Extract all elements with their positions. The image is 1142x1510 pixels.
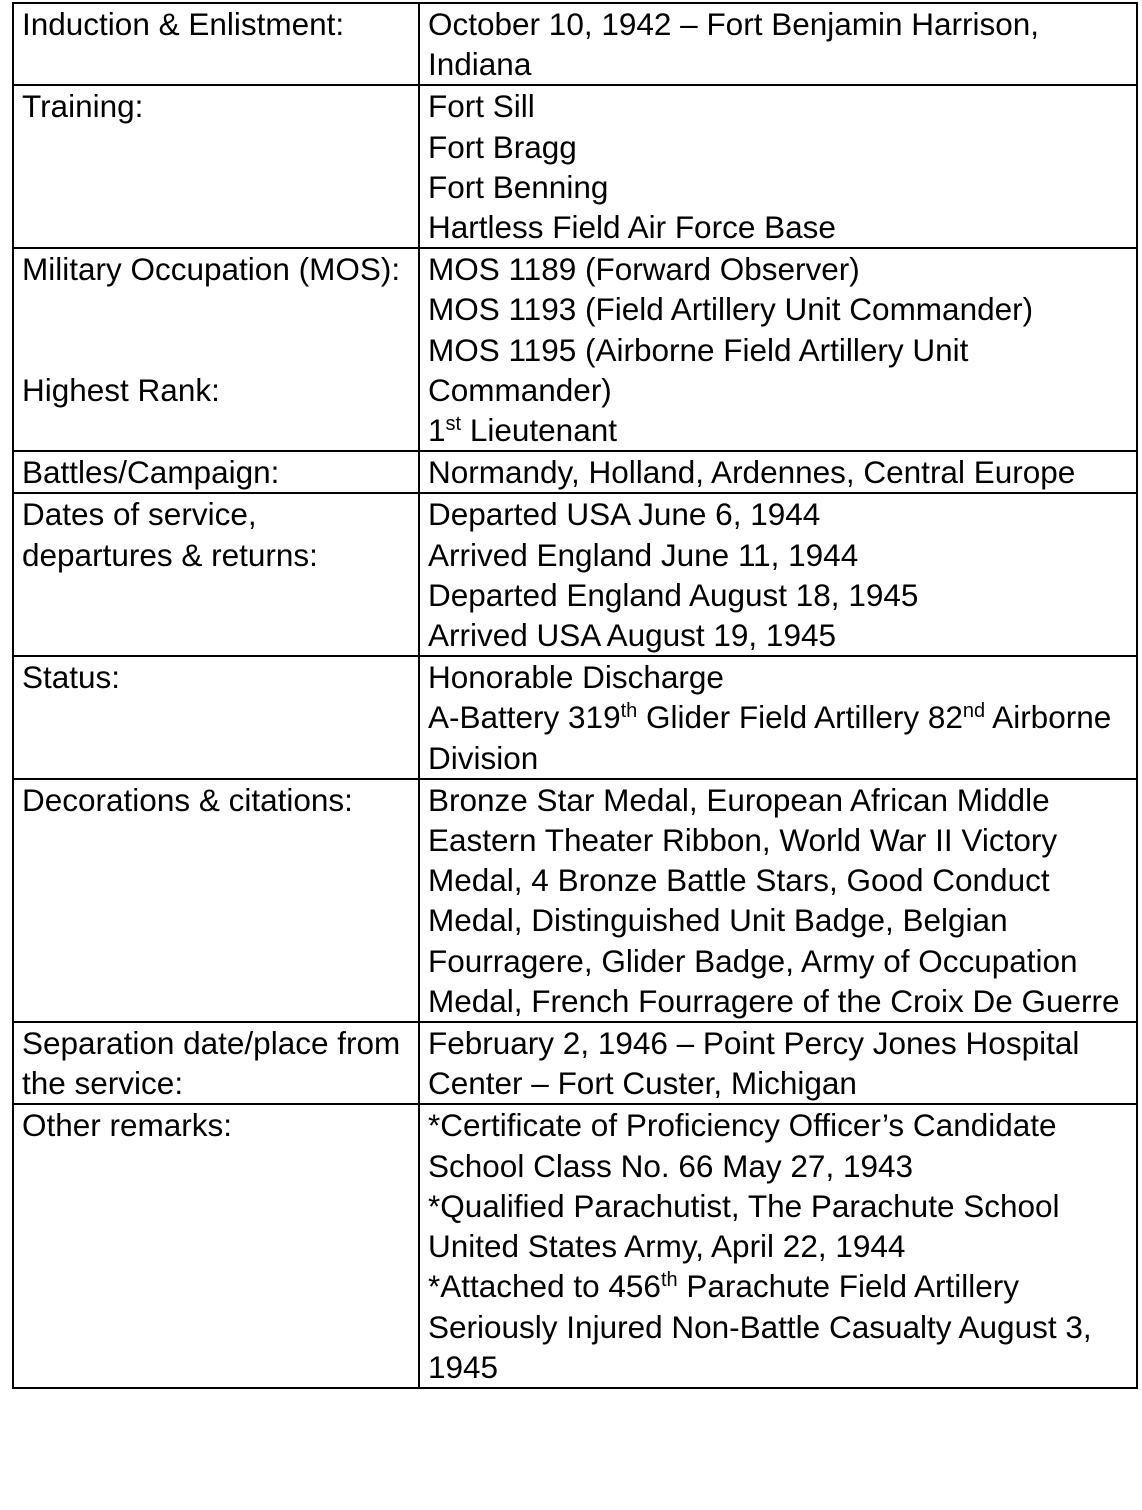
row-value bbox=[419, 493, 1137, 656]
list-item: Hartless Field Air Force Base bbox=[428, 209, 836, 246]
table-row bbox=[13, 656, 1137, 779]
table-row bbox=[13, 779, 1137, 1022]
row-label: Training: bbox=[13, 85, 419, 248]
row-value bbox=[419, 248, 1137, 451]
row-value bbox=[419, 656, 1137, 779]
table-row bbox=[13, 85, 1137, 248]
rank-title: Lieutenant bbox=[461, 412, 617, 449]
table-row bbox=[13, 493, 1137, 656]
row-label: Status: bbox=[13, 656, 419, 779]
row-label: Battles/Campaign: bbox=[13, 451, 419, 493]
remark-text: Parachute Field Artillery bbox=[677, 1268, 1020, 1305]
unit-text: Airborne Division bbox=[428, 699, 1112, 776]
row-value: Bronze Star Medal, European African Middle Eastern Theater Ribbon, World War II Victory Medal, 4 Bronze Battle Stars, Good Conduct Medal, Distinguished Unit Badge, Belgian Fourragere, Glider Badge, Army of Occupation Medal, French Fourragere of the Croix De Guerre bbox=[419, 779, 1137, 1022]
list-item: Fort Benning bbox=[428, 168, 609, 205]
service-record-table bbox=[12, 2, 1138, 1389]
remark-text: *Attached to 456 bbox=[428, 1268, 661, 1305]
list-item: Arrived England June 11, 1944 bbox=[428, 536, 859, 573]
list-item: MOS 1189 (Forward Observer) bbox=[428, 251, 860, 288]
row-label: Dates of service, departures & returns: bbox=[13, 493, 419, 656]
rank-value bbox=[428, 410, 1132, 450]
list-item: Fort Bragg bbox=[428, 128, 577, 165]
ordinal-suffix: th bbox=[620, 700, 638, 723]
ordinal-suffix: th bbox=[660, 1269, 678, 1292]
row-value: February 2, 1946 – Point Percy Jones Hospital Center – Fort Custer, Michigan bbox=[419, 1022, 1137, 1104]
rank-number: 1 bbox=[428, 412, 446, 449]
row-label: Induction & Enlistment: bbox=[13, 3, 419, 85]
table-row bbox=[13, 248, 1137, 451]
table-row bbox=[13, 3, 1137, 85]
remark-item bbox=[428, 1266, 1132, 1306]
ordinal-suffix: nd bbox=[962, 700, 986, 723]
row-value bbox=[419, 85, 1137, 248]
list-item: MOS 1193 (Field Artillery Unit Commander) bbox=[428, 291, 1034, 328]
list-item: MOS 1195 (Airborne Field Artillery Unit Commander) bbox=[428, 331, 969, 408]
row-label: Other remarks: bbox=[13, 1104, 419, 1387]
table-row bbox=[13, 1104, 1137, 1387]
unit-text: A-Battery 319 bbox=[428, 699, 621, 736]
unit-assignment bbox=[428, 697, 1132, 777]
rank-label: Highest Rank: bbox=[22, 371, 220, 408]
list-item: Arrived USA August 19, 1945 bbox=[428, 617, 837, 654]
row-label bbox=[13, 248, 419, 451]
table-row bbox=[13, 1022, 1137, 1104]
remark-item: *Qualified Parachutist, The Parachute School United States Army, April 22, 1944 bbox=[428, 1187, 1060, 1265]
list-item: Fort Sill bbox=[428, 88, 535, 125]
row-value: Normandy, Holland, Ardennes, Central Europe bbox=[419, 451, 1137, 493]
rank-suffix: st bbox=[445, 413, 462, 436]
table-row bbox=[13, 451, 1137, 493]
list-item: Departed USA June 6, 1944 bbox=[428, 496, 821, 533]
remark-item: Seriously Injured Non-Battle Casualty August 3, 1945 bbox=[428, 1308, 1092, 1385]
row-label: Separation date/place from the service: bbox=[13, 1022, 419, 1104]
row-label: Decorations & citations: bbox=[13, 779, 419, 1022]
remark-item: *Certificate of Proficiency Officer’s Candidate School Class No. 66 May 27, 1943 bbox=[428, 1107, 1057, 1184]
discharge-status: Honorable Discharge bbox=[428, 659, 724, 696]
list-item: Departed England August 18, 1945 bbox=[428, 576, 919, 613]
row-value: October 10, 1942 – Fort Benjamin Harrison, Indiana bbox=[419, 3, 1137, 85]
unit-text: Glider Field Artillery 82 bbox=[637, 699, 963, 736]
mos-label: Military Occupation (MOS): bbox=[22, 251, 401, 288]
row-value bbox=[419, 1104, 1137, 1387]
